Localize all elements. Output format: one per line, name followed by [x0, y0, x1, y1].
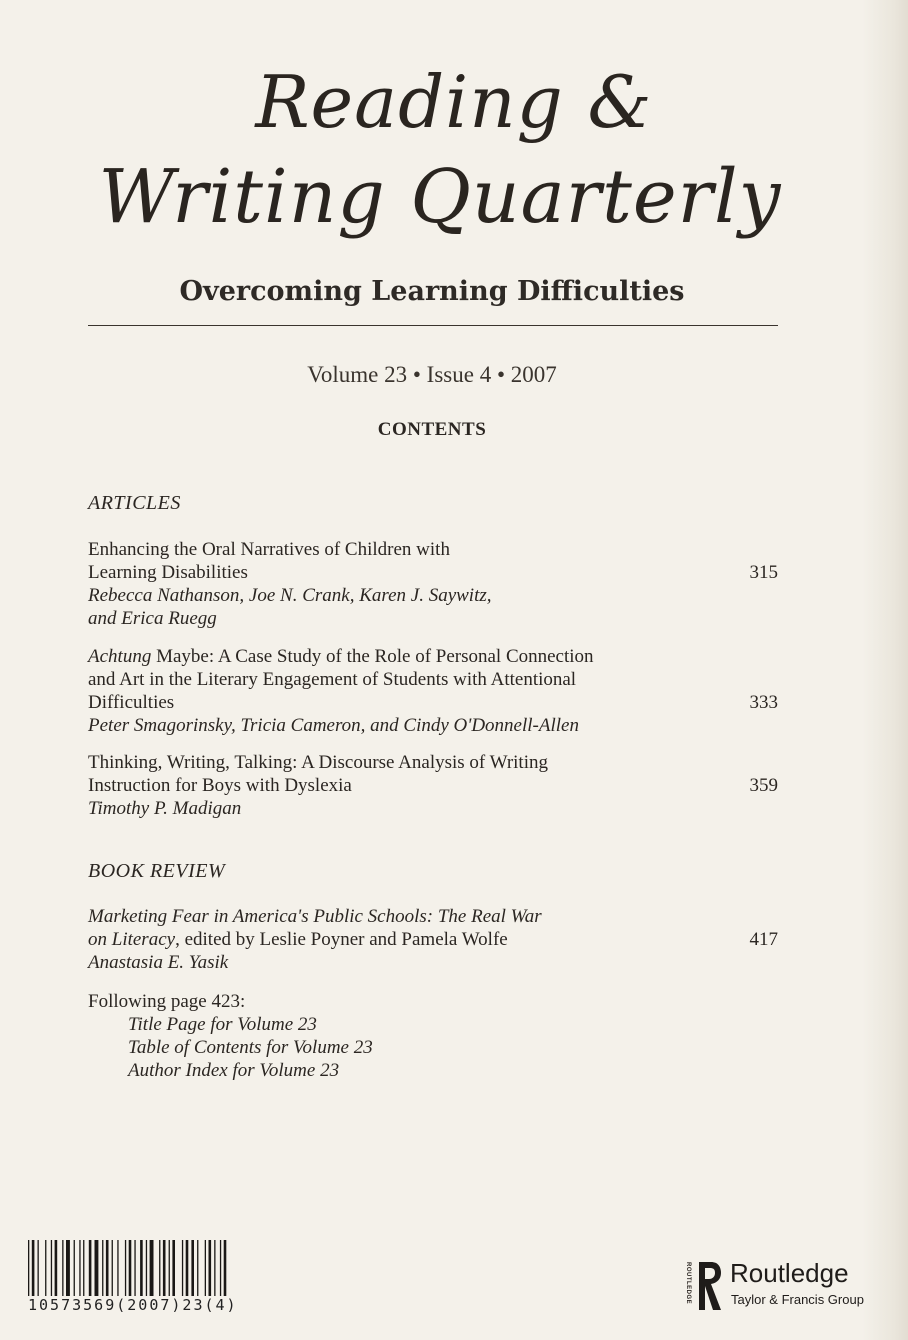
- article-page-number: 315: [749, 562, 778, 583]
- article-title-line: Learning Disabilities: [88, 562, 248, 583]
- publisher-vertical-text: ROUTLEDGE: [685, 1262, 691, 1305]
- book-editors: , edited by Leslie Poyner and Pamela Wolfe: [175, 929, 508, 950]
- publisher-logo: [683, 1258, 883, 1314]
- following-item[interactable]: Author Index for Volume 23: [128, 1060, 340, 1081]
- book-review-page-number: 417: [749, 929, 778, 950]
- following-item[interactable]: Table of Contents for Volume 23: [128, 1037, 373, 1058]
- book-reviewer: Anastasia E. Yasik: [88, 952, 229, 973]
- article-title-line: [88, 645, 778, 668]
- barcode: [28, 1240, 298, 1314]
- journal-title-line1: Reading &: [255, 60, 653, 144]
- section-heading-articles: ARTICLES: [88, 492, 181, 514]
- publisher-name: Routledge: [730, 1258, 849, 1288]
- contents-heading: CONTENTS: [377, 419, 487, 440]
- book-title-line: [88, 928, 778, 951]
- article-title-line: and Art in the Literary Engagement of Students with Attentional: [88, 669, 577, 690]
- publisher-group: Taylor & Francis Group: [731, 1292, 864, 1307]
- article-title-line: Thinking, Writing, Talking: A Discourse Analysis of Writing: [88, 752, 548, 773]
- article-title-italic-word: Achtung: [88, 646, 152, 667]
- following-pages: [88, 990, 373, 1082]
- article-title-line: Enhancing the Oral Narratives of Children with: [88, 539, 450, 560]
- issue-info: Volume 23 • Issue 4 • 2007: [307, 362, 557, 387]
- article-title-line: Difficulties: [88, 692, 175, 713]
- journal-subtitle: Overcoming Learning Difficulties: [179, 276, 685, 307]
- section-heading-book-review: BOOK REVIEW: [88, 860, 226, 882]
- barcode-number: 10573569(2007)23(4): [28, 1296, 238, 1314]
- article-entry[interactable]: [88, 538, 778, 630]
- book-review-entry[interactable]: [88, 905, 778, 974]
- article-entry[interactable]: [88, 645, 778, 737]
- journal-title-line2: Writing Quarterly: [98, 154, 782, 240]
- article-title-rest: Maybe: A Case Study of the Role of Personal Connection: [151, 646, 594, 667]
- title-divider: [88, 325, 778, 326]
- article-authors: and Erica Ruegg: [88, 608, 217, 629]
- article-authors: Rebecca Nathanson, Joe N. Crank, Karen J. Saywitz,: [88, 585, 492, 606]
- article-entry[interactable]: [88, 751, 778, 820]
- book-title-line: Marketing Fear in America's Public Schools: The Real War: [88, 906, 542, 927]
- barcode-bars: [28, 1240, 296, 1296]
- following-item[interactable]: Title Page for Volume 23: [128, 1014, 317, 1035]
- article-title-line: Instruction for Boys with Dyslexia: [88, 775, 352, 796]
- article-page-number: 359: [749, 775, 778, 796]
- book-title-italic: on Literacy: [88, 929, 176, 950]
- article-authors: Peter Smagorinsky, Tricia Cameron, and Cindy O'Donnell-Allen: [88, 715, 579, 736]
- article-authors: Timothy P. Madigan: [88, 798, 242, 819]
- following-intro: Following page 423:: [88, 991, 246, 1012]
- article-page-number: 333: [749, 692, 778, 713]
- routledge-r-icon: [697, 1260, 723, 1312]
